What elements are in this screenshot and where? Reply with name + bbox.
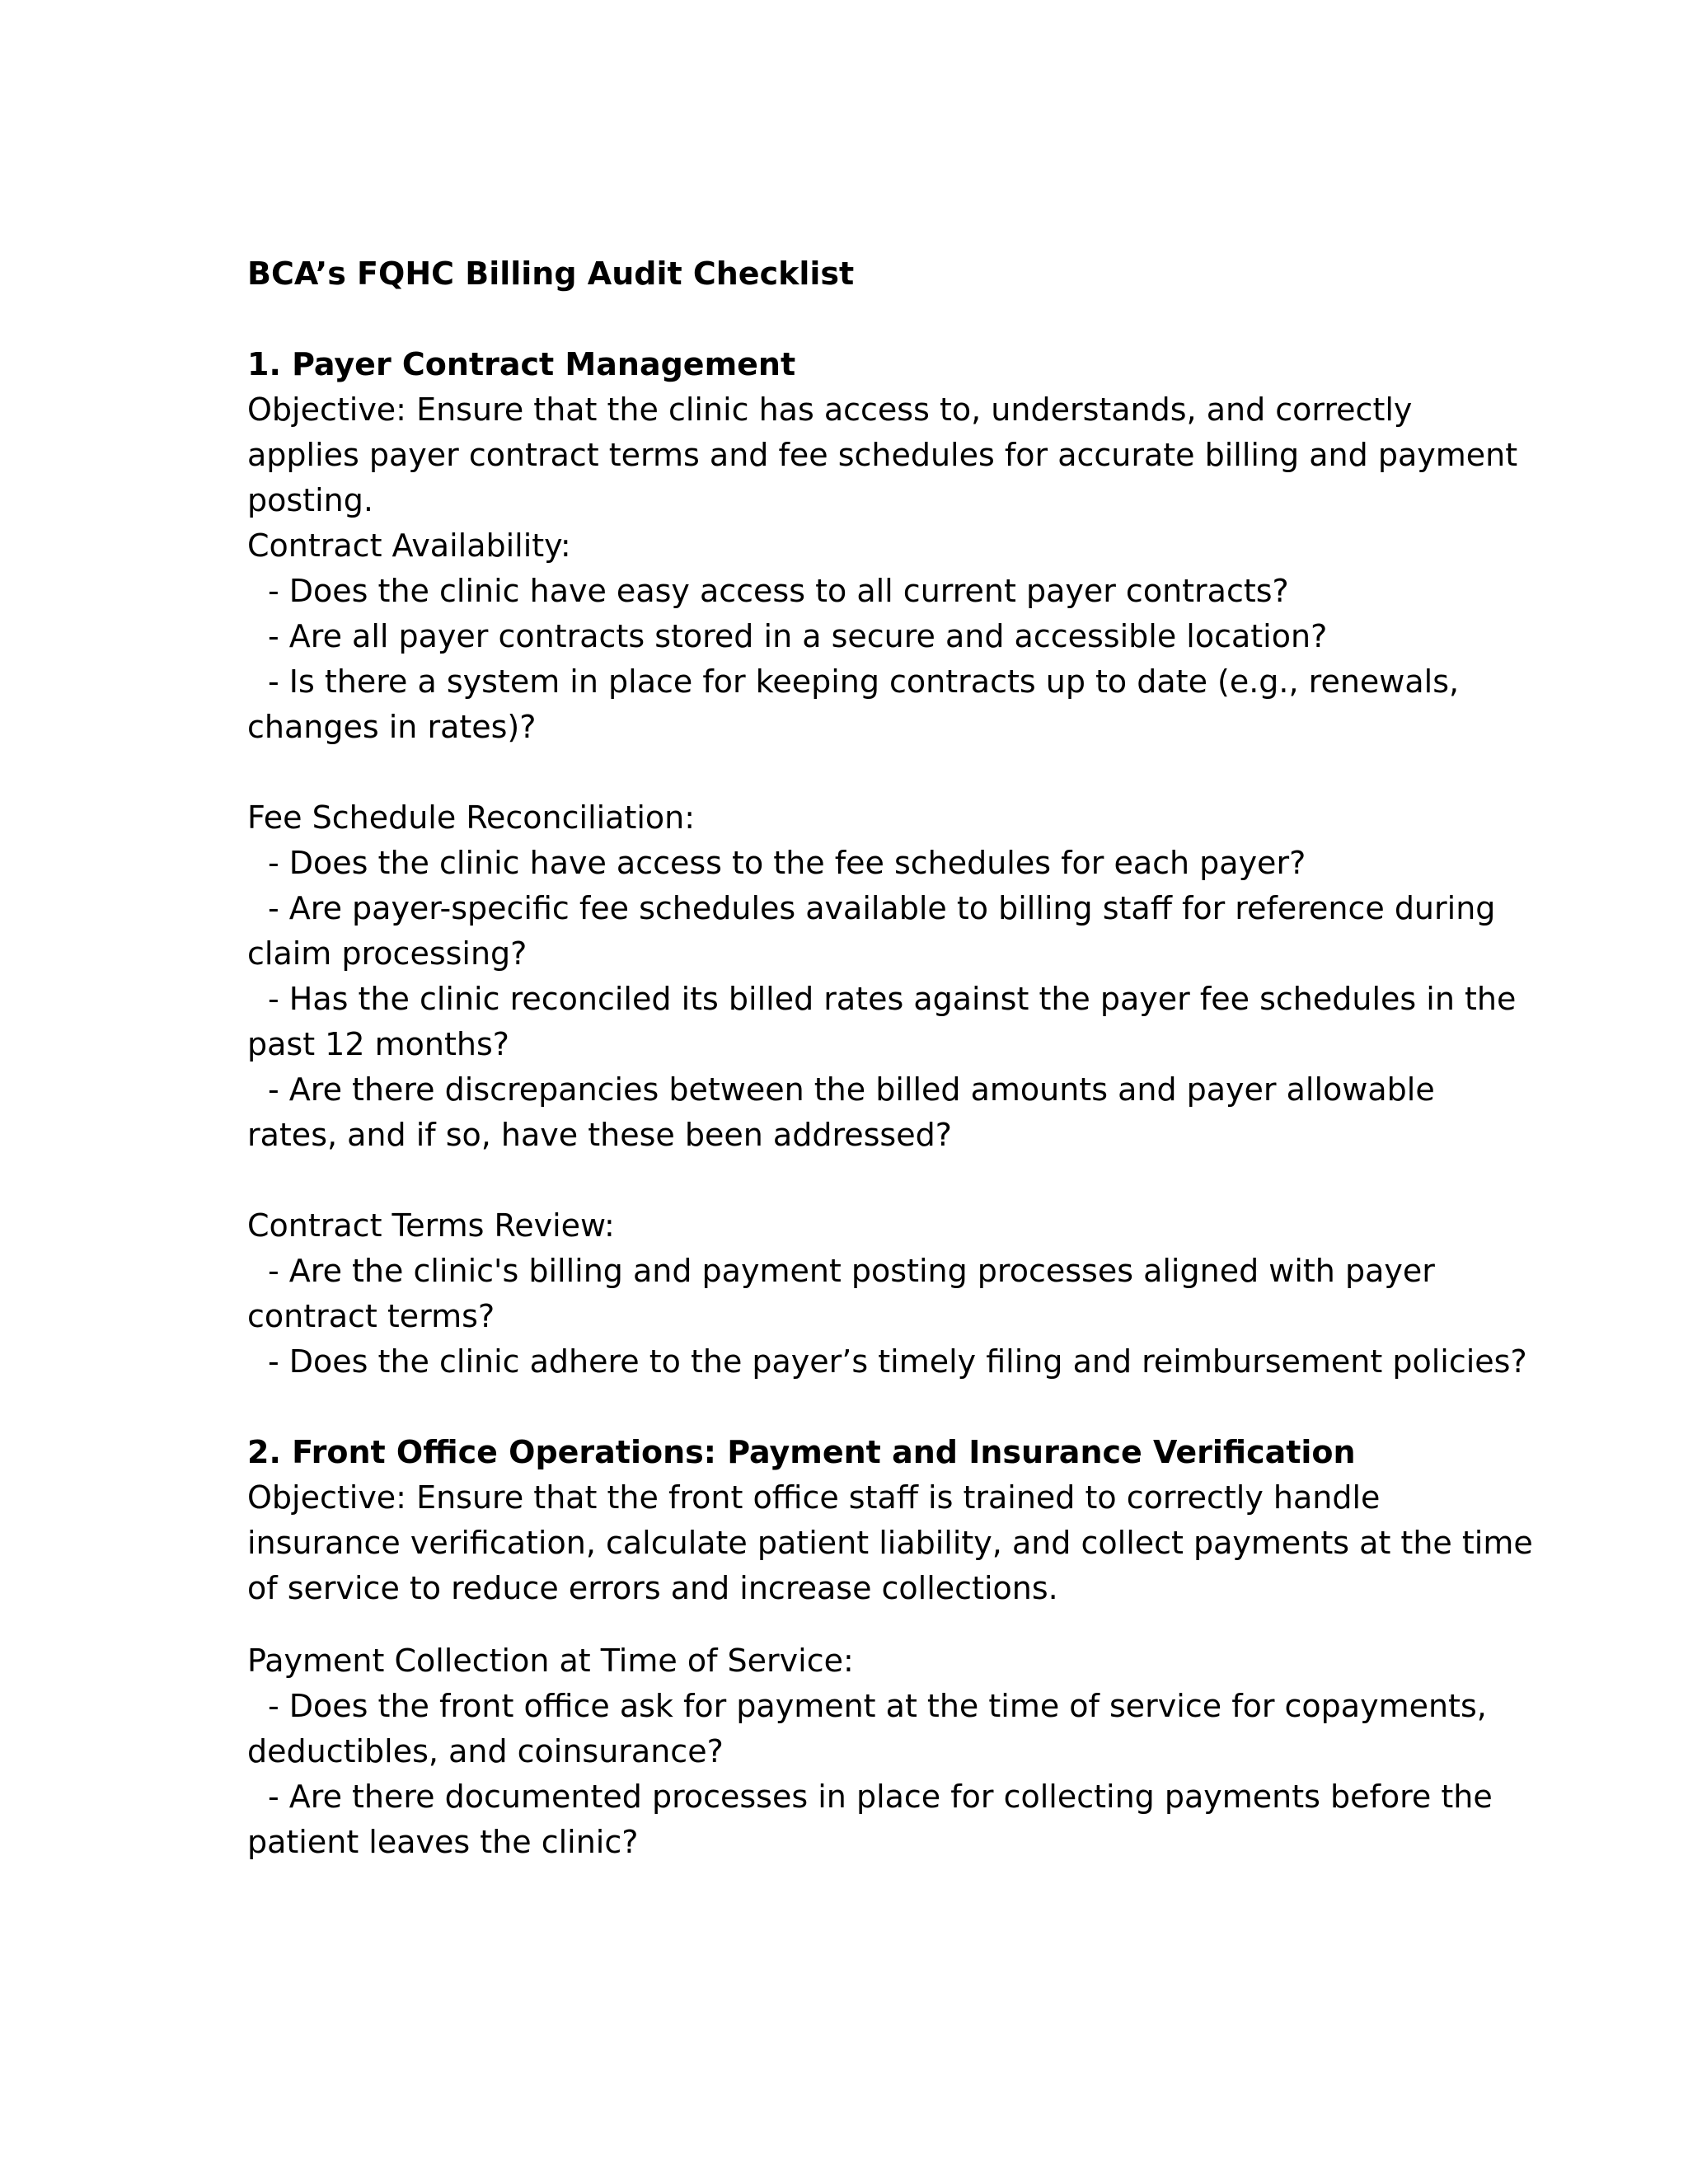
spacer [247, 750, 1459, 795]
checklist-item: - Does the clinic have easy access to all current payer contracts? [268, 573, 1289, 609]
spacer [247, 1385, 1459, 1430]
checklist-item: - Are all payer contracts stored in a secure and accessible location? [268, 618, 1328, 654]
checklist-item: - Does the front office ask for payment at the time of service for copayments, [268, 1688, 1487, 1724]
group-label: Contract Availability: [247, 527, 571, 564]
checklist-item: - Does the clinic adhere to the payer’s timely filing and reimbursement policies? [268, 1343, 1527, 1380]
document-title: BCA’s FQHC Billing Audit Checklist [247, 255, 855, 292]
checklist-item-continuation: changes in rates)? [247, 709, 537, 745]
checklist-item-continuation: deductibles, and coinsurance? [247, 1733, 724, 1769]
checklist-item-continuation: past 12 months? [247, 1026, 509, 1062]
spacer [247, 1158, 1459, 1203]
group-label: Contract Terms Review: [247, 1207, 615, 1244]
checklist-item: - Are payer-specific fee schedules available to billing staff for reference during [268, 890, 1496, 926]
spacer [247, 1611, 1459, 1638]
checklist-item: - Are there discrepancies between the billed amounts and payer allowable [268, 1071, 1435, 1108]
group-label: Payment Collection at Time of Service: [247, 1643, 854, 1679]
checklist-item: - Has the clinic reconciled its billed rates against the payer fee schedules in the [268, 981, 1517, 1017]
group-contract-availability [247, 523, 1459, 750]
checklist-item-continuation: contract terms? [247, 1298, 495, 1334]
checklist-item-continuation: patient leaves the clinic? [247, 1824, 639, 1860]
objective-line: Objective: Ensure that the front office staff is trained to correctly handle [247, 1479, 1381, 1516]
group-fee-schedule-reconciliation [247, 795, 1517, 1158]
section-heading: 2. Front Office Operations: Payment and Insurance Verification [247, 1434, 1356, 1470]
checklist-item-continuation: claim processing? [247, 935, 528, 972]
objective-line: Objective: Ensure that the clinic has access to, understands, and correctly [247, 391, 1413, 428]
checklist-item: - Is there a system in place for keeping contracts up to date (e.g., renewals, [268, 663, 1460, 700]
objective-line: of service to reduce errors and increase collections. [247, 1570, 1058, 1606]
checklist-item: - Are the clinic's billing and payment posting processes aligned with payer [268, 1253, 1435, 1289]
document-body [247, 251, 1533, 1865]
group-payment-collection [247, 1638, 1493, 1865]
group-contract-terms-review [247, 1203, 1527, 1385]
section-payer-contract-management [247, 342, 1527, 1385]
objective-line: insurance verification, calculate patient liability, and collect payments at the time [247, 1525, 1533, 1561]
objective-line: applies payer contract terms and fee schedules for accurate billing and payment [247, 437, 1518, 473]
section-heading: 1. Payer Contract Management [247, 346, 796, 382]
group-label: Fee Schedule Reconciliation: [247, 799, 696, 836]
checklist-item-continuation: rates, and if so, have these been addressed? [247, 1117, 952, 1153]
objective-line: posting. [247, 482, 373, 518]
checklist-item: - Are there documented processes in place for collecting payments before the [268, 1779, 1493, 1815]
checklist-item: - Does the clinic have access to the fee schedules for each payer? [268, 845, 1306, 881]
section-front-office-operations [247, 1430, 1533, 1865]
